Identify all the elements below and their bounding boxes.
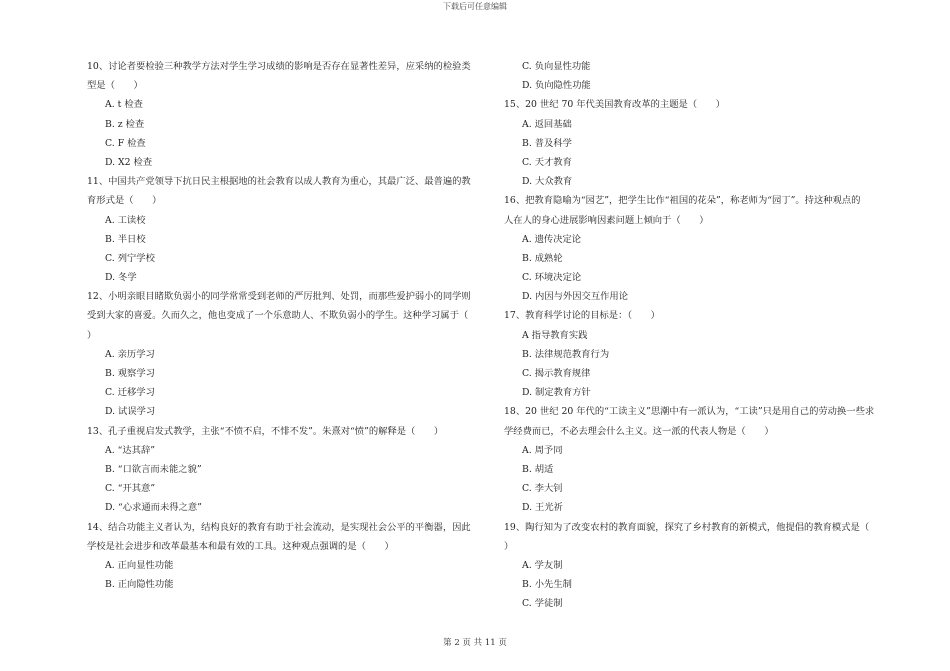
question-line: 学校是社会进步和改革最基本和最有效的工具。这种观点强调的是（ ） — [87, 540, 394, 552]
answer-option: C. 天才教育 — [522, 156, 572, 168]
answer-option: D. 制定教育方针 — [522, 387, 591, 399]
page-footer: 第 2 页 共 11 页 — [443, 638, 507, 648]
question-line: ） — [504, 540, 514, 552]
question-line: 10、讨论者要检验三种教学方法对学生学习成绩的影响是否存在显著性差异，应采纳的检验类 — [87, 61, 471, 72]
answer-option: A. 返回基础 — [522, 118, 572, 130]
answer-option: A. 遗传决定论 — [522, 233, 582, 245]
question-line: 16、把教育隐喻为“园艺”，把学生比作“祖国的花朵”，称老师为“园丁”。持这种观点的 — [504, 195, 861, 207]
answer-option: A. t 检查 — [105, 99, 143, 111]
answer-option: B. 小先生制 — [522, 579, 572, 591]
answer-option: A 指导教育实践 — [522, 329, 588, 341]
question-line: 12、小明亲眼目睹欺负弱小的同学常常受到老师的严厉批判、处罚，而那些爱护弱小的同学则 — [87, 291, 471, 303]
answer-option: A. “达其辞” — [105, 444, 156, 456]
left-column — [87, 57, 495, 594]
answer-option: D. X2 检查 — [105, 156, 153, 168]
answer-option: B. 正向隐性功能 — [105, 579, 174, 591]
answer-option: B. 法律规范教育行为 — [522, 348, 610, 360]
answer-option: D. 冬学 — [105, 272, 137, 284]
answer-option: B. 半日校 — [105, 233, 146, 245]
page-header: 下载后可任意编辑 — [443, 2, 507, 11]
answer-option: C. 学徒制 — [522, 598, 563, 610]
answer-option: C. 负向显性功能 — [522, 61, 591, 72]
right-column — [504, 57, 909, 613]
answer-option: B. 普及科学 — [522, 137, 572, 149]
question-line: 19、陶行知为了改变农村的教育面貌，探究了乡村教育的新模式，他提倡的教育模式是（ — [504, 521, 870, 533]
answer-option: B. 胡适 — [522, 463, 554, 475]
answer-option: C. 环境决定论 — [522, 272, 582, 284]
answer-option: C. 列宁学校 — [105, 252, 155, 264]
question-line: 学经费而已，不必去理会什么主义。这一派的代表人物是（ ） — [504, 425, 774, 437]
answer-option: C. 李大钊 — [522, 483, 563, 495]
answer-option: B. z 检查 — [105, 118, 145, 130]
question-line: 15、20 世纪 70 年代美国教育改革的主题是（ ） — [504, 99, 725, 111]
answer-option: B. “口欲言而未能之貌” — [105, 463, 202, 475]
question-line: 受到大家的喜爱。久而久之，他也变成了一个乐意助人、不欺负弱小的学生。这种学习属于（ — [87, 310, 469, 322]
question-line: 14、结合功能主义者认为，结构良好的教育有助于社会流动，是实现社会公平的平衡器，因此 — [87, 521, 471, 533]
question-line: 17、教育科学讨论的目标是：（ ） — [504, 310, 660, 322]
answer-option: A. 学友制 — [522, 559, 563, 571]
question-line: 18、20 世纪 20 年代的“工读主义”思潮中有一派认为，“工读”只是用自己的劳动换一些求 — [504, 406, 875, 418]
answer-option: A. 正向显性功能 — [105, 559, 174, 571]
answer-option: B. 成熟轮 — [522, 252, 563, 264]
answer-option: B. 观察学习 — [105, 368, 155, 379]
question-line: ） — [87, 329, 97, 341]
answer-option: A. 周予同 — [522, 444, 563, 456]
question-line: 型是（ ） — [87, 80, 143, 92]
question-line: 11、中国共产党领导下抗日民主根据地的社会教育以成人教育为重心，其最广泛、最普遍的教 — [87, 176, 471, 188]
answer-option: D. 内因与外因交互作用论 — [522, 291, 629, 303]
answer-option: D. 负向隐性功能 — [522, 80, 591, 92]
answer-option: A. 工读校 — [105, 214, 146, 226]
question-line: 人在人的身心进展影响因素问题上倾向于（ ） — [504, 214, 709, 226]
answer-option: A. 亲历学习 — [105, 348, 155, 360]
answer-option: D. “心求通而未得之意” — [105, 502, 202, 514]
answer-option: C. 揭示教育规律 — [522, 368, 591, 379]
answer-option: D. 大众教育 — [522, 176, 573, 188]
answer-option: C. 迁移学习 — [105, 387, 155, 399]
question-line: 13、孔子重视启发式教学，主张“不愤不启，不悱不发”。朱熹对“愤”的解释是（ ） — [87, 425, 444, 437]
question-line: 育形式是（ ） — [87, 195, 162, 207]
answer-option: D. 试误学习 — [105, 406, 156, 418]
answer-option: D. 王光祈 — [522, 502, 563, 514]
answer-option: C. “开其意” — [105, 483, 156, 495]
answer-option: C. F 检查 — [105, 137, 146, 149]
